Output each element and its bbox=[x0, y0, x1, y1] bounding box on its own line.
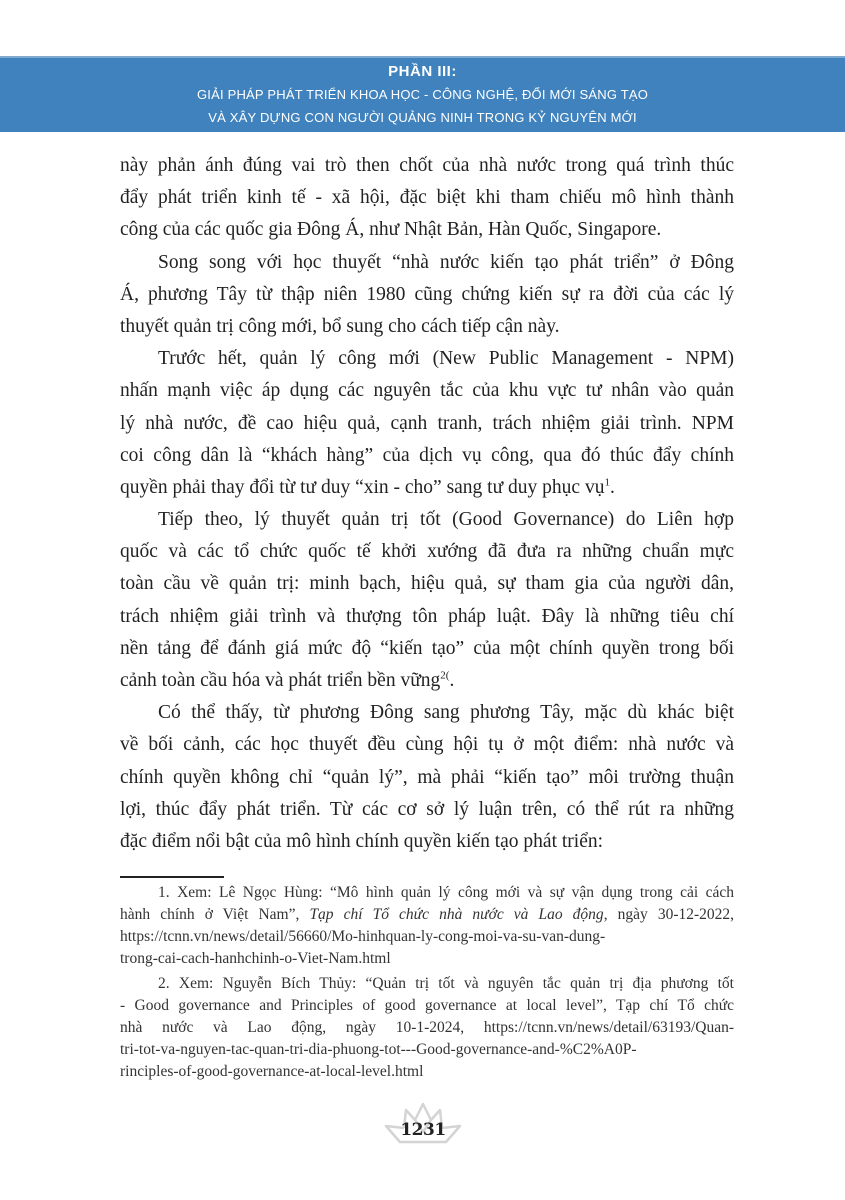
part-subtitle-line-2: VÀ XÂY DỰNG CON NGƯỜI QUẢNG NINH TRONG KỶ NGUYÊN MỚI bbox=[208, 110, 637, 125]
body-line: Có thể thấy, từ phương Đông sang phương Tây, mặc dù khác biệt bbox=[158, 702, 734, 724]
body-line: lý nhà nước, đề cao hiệu quả, cạnh tranh, trách nhiệm giải trình. NPM bbox=[120, 412, 734, 434]
footnote-line: 2. Xem: Nguyễn Bích Thủy: “Quản trị tốt và nguyên tắc quản trị địa phương tốt bbox=[158, 975, 734, 992]
body-line: về bối cảnh, các học thuyết đều cùng hội tụ ở một điểm: nhà nước và bbox=[120, 734, 734, 756]
body-line: lợi, thúc đẩy phát triển. Từ các cơ sở lý luận trên, có thể rút ra những bbox=[120, 798, 734, 820]
footnote-separator bbox=[120, 876, 224, 878]
body-line: nhấn mạnh việc áp dụng các nguyên tắc của khu vực tư nhân vào quản bbox=[120, 380, 734, 402]
part-subtitle-line-1: GIẢI PHÁP PHÁT TRIỂN KHOA HỌC - CÔNG NGHỆ, ĐỔI MỚI SÁNG TẠO bbox=[196, 87, 649, 102]
body-line: Song song với học thuyết “nhà nước kiến tạo phát triển” ở Đông bbox=[158, 251, 734, 273]
body-line: thuyết quản trị công mới, bổ sung cho cách tiếp cận này. bbox=[120, 315, 560, 337]
footnote-url-line[interactable]: rinciples-of-good-governance-at-local-level.html bbox=[120, 1063, 424, 1080]
footnote-1 bbox=[120, 882, 734, 970]
body-line: đẩy phát triển kinh tế - xã hội, đặc biệt khi tham chiếu mô hình thành bbox=[120, 187, 734, 209]
period: . bbox=[449, 670, 455, 691]
footnote-text: hành chính ở Việt Nam”, bbox=[120, 906, 310, 923]
footnote-url-line[interactable]: https://tcnn.vn/news/detail/56660/Mo-hinhquan-ly-cong-moi-va-su-van-dung- bbox=[120, 928, 606, 945]
section-header-banner bbox=[0, 56, 845, 132]
body-line-text: cảnh toàn cầu hóa và phát triển bền vững bbox=[120, 670, 441, 691]
footnote-ref-2[interactable]: 2( bbox=[440, 669, 450, 682]
footnote-line: nhà nước và Lao động, ngày 10-1-2024, https://tcnn.vn/news/detail/63193/Quan- bbox=[120, 1019, 734, 1036]
footnote-line: - Good governance and Principles of good governance at local level”, Tạp chí Tổ chức bbox=[120, 997, 734, 1014]
footnote-line: 1. Xem: Lê Ngọc Hùng: “Mô hình quản lý công mới và sự vận dụng trong cải cách bbox=[158, 884, 734, 901]
body-line: Tiếp theo, lý thuyết quản trị tốt (Good Governance) do Liên hợp bbox=[158, 509, 734, 531]
body-line: coi công dân là “khách hàng” của dịch vụ công, qua đó thúc đẩy chính bbox=[120, 444, 734, 466]
body-line: toàn cầu về quản trị: minh bạch, hiệu quả, sự tham gia của người dân, bbox=[120, 573, 734, 595]
body-line: quốc và các tổ chức quốc tế khởi xướng đã đưa ra những chuẩn mực bbox=[120, 541, 734, 563]
footnote-url-line[interactable]: tri-tot-va-nguyen-tac-quan-tri-dia-phuong-tot---Good-governance-and-%C2%A0P- bbox=[120, 1041, 637, 1058]
body-line: chính quyền không chỉ “quản lý”, mà phải “kiến tạo” môi trường thuận bbox=[120, 766, 734, 788]
body-line-with-footnote-2 bbox=[120, 665, 734, 697]
footnotes bbox=[120, 882, 734, 1083]
footnote-text: , ngày 30-12-2022, bbox=[603, 906, 735, 923]
body-line: công của các quốc gia Đông Á, như Nhật Bản, Hàn Quốc, Singapore. bbox=[120, 219, 662, 241]
body-line-with-footnote-1 bbox=[120, 472, 734, 504]
footnote-2 bbox=[120, 973, 734, 1083]
body-line-text: quyền phải thay đổi từ tư duy “xin - cho” sang tư duy phục vụ bbox=[120, 476, 605, 498]
footnote-line bbox=[120, 904, 734, 926]
page-footer bbox=[382, 1102, 464, 1148]
part-title: PHẦN III: bbox=[388, 63, 457, 80]
period: . bbox=[609, 476, 615, 498]
body-line: này phản ánh đúng vai trò then chốt của nhà nước trong quá trình thúc bbox=[120, 155, 734, 176]
body-line: Trước hết, quản lý công mới (New Public Management - NPM) bbox=[158, 348, 734, 370]
footnote-ref-1[interactable]: 1 bbox=[604, 476, 610, 489]
footnote-url-line[interactable]: trong-cai-cach-hanhchinh-o-Viet-Nam.html bbox=[120, 950, 391, 967]
body-line: nền tảng để đánh giá mức độ “kiến tạo” của một chính quyền trong bối bbox=[120, 637, 734, 659]
body-line: đặc điểm nổi bật của mô hình chính quyền kiến tạo phát triển: bbox=[120, 830, 604, 852]
body-text bbox=[120, 150, 734, 858]
journal-title: Tạp chí Tổ chức nhà nước và Lao động bbox=[309, 906, 604, 923]
body-line: trách nhiệm giải trình và thượng tôn pháp luật. Đây là những tiêu chí bbox=[120, 605, 734, 627]
body-line: Á, phương Tây từ thập niên 1980 cũng chứng kiến sự ra đời của các lý bbox=[120, 283, 734, 305]
page-number: 1231 bbox=[400, 1120, 446, 1140]
